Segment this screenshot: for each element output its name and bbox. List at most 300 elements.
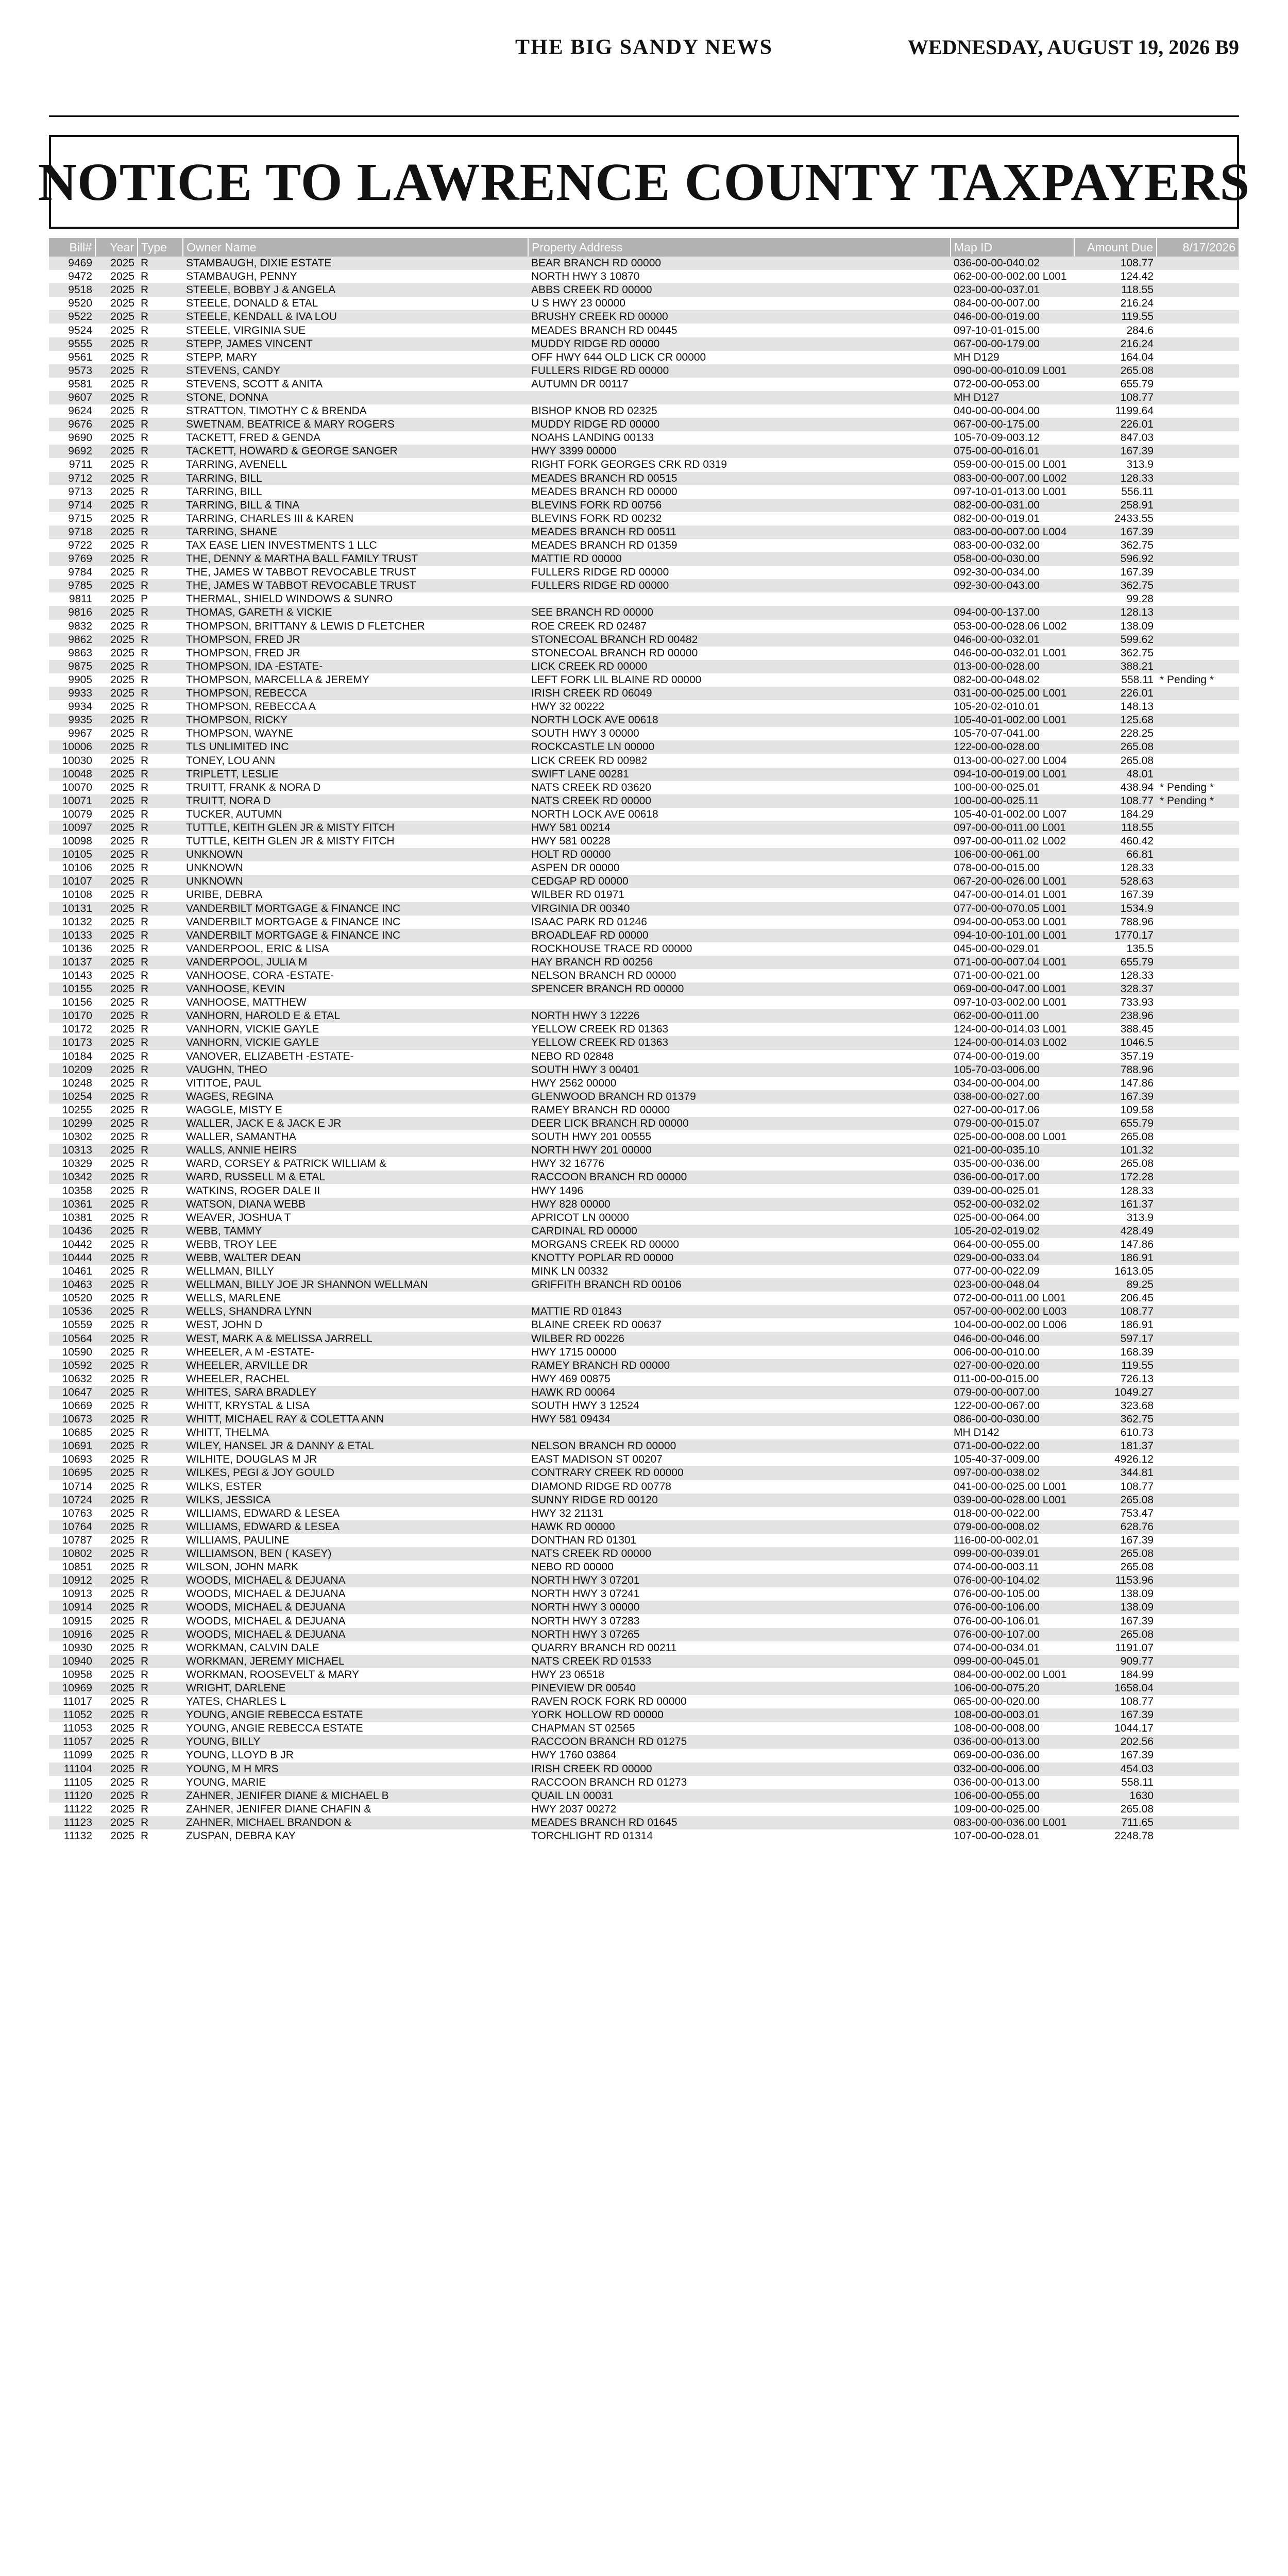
cell-bill: 9811 xyxy=(69,593,92,605)
cell-year: 2025 xyxy=(95,1789,138,1803)
cell-status xyxy=(1157,996,1239,1009)
cell-address: SUNNY RIDGE RD 00120 xyxy=(528,1494,951,1507)
cell-type: R xyxy=(141,942,149,955)
cell-address: HWY 2562 00000 xyxy=(531,1077,617,1089)
cell-year: 2025 xyxy=(95,1278,138,1292)
cell-amount: 228.25 xyxy=(1120,727,1154,740)
cell-owner: TARRING, SHANE xyxy=(183,526,528,539)
cell-map-id: 013-00-00-027.00 L004 xyxy=(954,754,1067,767)
table-row xyxy=(49,1332,1239,1346)
cell-address xyxy=(528,391,951,404)
cell-status xyxy=(1157,1668,1239,1682)
table-row xyxy=(49,754,1239,767)
table-row xyxy=(49,1614,1239,1628)
cell-year: 2025 xyxy=(95,1198,138,1211)
cell-type: R xyxy=(141,351,149,363)
cell-amount: 1046.5 xyxy=(1074,1036,1157,1049)
cell-year: 2025 xyxy=(95,1413,138,1426)
cell-year: 2025 xyxy=(95,1305,138,1318)
cell-map-id: 082-00-00-048.02 xyxy=(954,673,1040,686)
cell-owner: YOUNG, BILLY xyxy=(183,1735,528,1749)
cell-status xyxy=(1157,1211,1239,1225)
cell-bill: 10255 xyxy=(62,1104,92,1116)
cell-owner: VANDERBILT MORTGAGE & FINANCE INC xyxy=(183,902,528,916)
cell-status xyxy=(1157,700,1239,714)
table-body xyxy=(49,257,1239,1843)
cell-map-id: 094-00-00-137.00 xyxy=(951,606,1074,619)
cell-type: R xyxy=(141,405,149,417)
cell-owner: THOMPSON, FRED JR xyxy=(183,633,528,647)
table-row xyxy=(49,1561,1239,1574)
cell-status xyxy=(1157,1534,1239,1547)
cell-owner: STAMBAUGH, PENNY xyxy=(186,270,297,283)
cell-type: R xyxy=(138,740,183,754)
cell-amount: 1049.27 xyxy=(1074,1386,1157,1399)
cell-address: HWY 1496 xyxy=(531,1184,584,1197)
cell-address: BLAINE CREEK RD 00637 xyxy=(531,1319,662,1331)
table-row xyxy=(49,1520,1239,1534)
cell-owner: THOMPSON, FRED JR xyxy=(186,647,300,659)
cell-type: R xyxy=(141,1023,149,1036)
cell-owner: YATES, CHARLES L xyxy=(186,1696,286,1708)
cell-type: R xyxy=(141,1830,149,1842)
cell-status xyxy=(1157,1708,1239,1722)
cell-bill: 10914 xyxy=(49,1601,95,1614)
cell-bill: 9967 xyxy=(68,727,92,740)
cell-status xyxy=(1157,364,1239,378)
cell-type: R xyxy=(141,432,149,444)
cell-amount: 119.55 xyxy=(1074,310,1157,324)
cell-year: 2025 xyxy=(95,1520,138,1534)
cell-map-id: 082-00-00-031.00 xyxy=(951,499,1074,512)
table-row xyxy=(49,781,1239,794)
cell-owner: TRUITT, FRANK & NORA D xyxy=(186,781,321,793)
table-row xyxy=(49,1050,1239,1063)
cell-bill: 10143 xyxy=(62,970,92,982)
table-row xyxy=(49,1829,1239,1843)
cell-status xyxy=(1157,1520,1239,1534)
cell-year: 2025 xyxy=(95,1117,138,1130)
cell-address: HAY BRANCH RD 00256 xyxy=(528,956,951,969)
cell-year: 2025 xyxy=(95,902,138,916)
table-row xyxy=(49,351,1239,364)
cell-type: R xyxy=(138,768,183,781)
cell-address: DONTHAN RD 01301 xyxy=(531,1534,637,1546)
cell-year: 2025 xyxy=(95,956,138,969)
cell-bill: 9905 xyxy=(68,673,92,686)
cell-status xyxy=(1157,378,1239,391)
cell-address: DEER LICK BRANCH RD 00000 xyxy=(528,1117,951,1130)
cell-type: R xyxy=(138,1735,183,1749)
cell-year: 2025 xyxy=(95,1574,138,1587)
cell-year: 2025 xyxy=(95,821,138,835)
cell-status xyxy=(1157,888,1239,902)
cell-owner: WEBB, TROY LEE xyxy=(186,1238,277,1250)
table-row xyxy=(49,942,1239,956)
cell-year: 2025 xyxy=(95,714,138,727)
cell-year: 2025 xyxy=(95,418,138,431)
table-row xyxy=(49,861,1239,875)
cell-amount: 118.55 xyxy=(1074,821,1157,835)
cell-owner: TRIPLETT, LESLIE xyxy=(183,768,528,781)
cell-map-id: 038-00-00-027.00 xyxy=(951,1090,1074,1104)
cell-year: 2025 xyxy=(95,929,138,942)
cell-type: R xyxy=(138,1063,183,1077)
cell-owner: TUTTLE, KEITH GLEN JR & MISTY FITCH xyxy=(186,835,395,848)
cell-address: HOLT RD 00000 xyxy=(528,848,951,861)
cell-owner: UNKNOWN xyxy=(186,862,243,874)
cell-status xyxy=(1157,1547,1239,1561)
cell-map-id: MH D127 xyxy=(951,391,1074,404)
cell-owner: STAMBAUGH, DIXIE ESTATE xyxy=(183,257,528,270)
cell-map-id: 025-00-00-008.00 L001 xyxy=(954,1131,1067,1143)
table-row xyxy=(49,579,1239,592)
table-header-row xyxy=(49,238,1239,257)
cell-address: HAWK RD 00064 xyxy=(528,1386,951,1399)
cell-status xyxy=(1157,1225,1239,1238)
cell-address: YORK HOLLOW RD 00000 xyxy=(528,1708,951,1722)
cell-amount: 206.45 xyxy=(1120,1292,1154,1304)
cell-status xyxy=(1157,1789,1239,1803)
table-row xyxy=(49,916,1239,929)
cell-status xyxy=(1157,1251,1239,1265)
cell-status xyxy=(1157,1682,1239,1695)
table-row xyxy=(49,1695,1239,1708)
cell-amount: 186.91 xyxy=(1074,1251,1157,1265)
cell-type: R xyxy=(138,794,183,808)
cell-status xyxy=(1157,499,1239,512)
cell-address xyxy=(528,996,951,1009)
cell-owner: THOMAS, GARETH & VICKIE xyxy=(183,606,528,619)
cell-map-id: MH D129 xyxy=(954,351,999,363)
cell-owner: WRIGHT, DARLENE xyxy=(183,1682,528,1695)
table-row xyxy=(49,1816,1239,1829)
cell-map-id: 100-00-00-025.11 xyxy=(951,794,1074,808)
cell-bill: 10302 xyxy=(62,1131,92,1143)
cell-address: NORTH HWY 3 07265 xyxy=(528,1628,951,1641)
cell-type: R xyxy=(138,1708,183,1722)
table-row xyxy=(49,835,1239,848)
cell-map-id: 077-00-00-022.09 xyxy=(954,1265,1040,1278)
cell-address: DIAMOND RIDGE RD 00778 xyxy=(531,1480,671,1493)
table-row xyxy=(49,1117,1239,1130)
cell-amount: 202.56 xyxy=(1074,1735,1157,1749)
cell-type: R xyxy=(141,970,149,982)
cell-address: BROADLEAF RD 00000 xyxy=(528,929,951,942)
table-row xyxy=(49,1587,1239,1601)
table-row xyxy=(49,1735,1239,1749)
table-row xyxy=(49,1574,1239,1587)
cell-owner: VITITOE, PAUL xyxy=(186,1077,262,1089)
table-row xyxy=(49,364,1239,378)
cell-year: 2025 xyxy=(95,472,138,485)
cell-type: R xyxy=(138,1574,183,1587)
cell-status xyxy=(1157,1587,1239,1601)
cell-amount: 108.77 xyxy=(1074,391,1157,404)
cell-address: MEADES BRANCH RD 00515 xyxy=(528,472,951,485)
cell-map-id: 045-00-00-029.01 xyxy=(954,942,1040,955)
cell-year: 2025 xyxy=(110,1453,134,1466)
cell-amount: 265.08 xyxy=(1074,1628,1157,1641)
cell-year: 2025 xyxy=(95,1332,138,1346)
cell-type: R xyxy=(138,1009,183,1023)
cell-year: 2025 xyxy=(110,781,134,793)
cell-status xyxy=(1157,956,1239,969)
cell-year: 2025 xyxy=(110,808,134,820)
cell-owner: THOMPSON, REBECCA xyxy=(183,687,528,700)
cell-map-id: 105-70-07-041.00 xyxy=(954,727,1040,740)
cell-year: 2025 xyxy=(95,794,138,808)
cell-year: 2025 xyxy=(95,982,138,996)
cell-address: MATTIE RD 01843 xyxy=(528,1305,951,1318)
cell-address: IRISH CREEK RD 00000 xyxy=(528,1762,951,1776)
cell-map-id: 023-00-00-037.01 xyxy=(951,283,1074,297)
cell-map-id: 105-70-03-006.00 xyxy=(951,1063,1074,1077)
cell-map-id: 077-00-00-070.05 L001 xyxy=(951,902,1074,916)
cell-year: 2025 xyxy=(110,1319,134,1331)
cell-year: 2025 xyxy=(110,485,134,498)
cell-status: * Pending * xyxy=(1160,673,1214,686)
cell-type: P xyxy=(141,593,148,605)
cell-status xyxy=(1157,1655,1239,1668)
cell-type: R xyxy=(138,1305,183,1318)
table-row xyxy=(49,956,1239,969)
cell-map-id: 011-00-00-015.00 xyxy=(954,1372,1039,1385)
cell-owner: WHITT, THELMA xyxy=(186,1427,269,1439)
cell-bill: 10107 xyxy=(49,875,95,888)
cell-year: 2025 xyxy=(110,1776,134,1788)
cell-status xyxy=(1157,1130,1239,1144)
cell-amount: 428.49 xyxy=(1074,1225,1157,1238)
cell-bill: 9832 xyxy=(68,620,92,632)
cell-bill: 11120 xyxy=(49,1789,95,1803)
cell-amount: 1191.07 xyxy=(1115,1641,1154,1654)
cell-type: R xyxy=(141,1158,149,1170)
cell-map-id: 062-00-00-002.00 L001 xyxy=(954,270,1067,283)
cell-amount: 265.08 xyxy=(1120,1803,1154,1815)
cell-bill: 10173 xyxy=(49,1036,95,1049)
cell-year: 2025 xyxy=(110,1561,134,1573)
cell-type: R xyxy=(141,1292,149,1304)
table-row xyxy=(49,1426,1239,1439)
cell-bill: 10133 xyxy=(49,929,95,942)
cell-owner: STRATTON, TIMOTHY C & BRENDA xyxy=(186,405,367,417)
cell-owner: YOUNG, ANGIE REBECCA ESTATE xyxy=(186,1722,363,1735)
cell-amount: 1199.64 xyxy=(1115,405,1154,417)
cell-owner: WILKS, ESTER xyxy=(186,1480,262,1493)
table-row xyxy=(49,1547,1239,1561)
cell-type: R xyxy=(141,808,149,820)
cell-owner: TARRING, AVENELL xyxy=(186,459,287,471)
cell-amount: 2433.55 xyxy=(1114,512,1154,524)
cell-bill: 9472 xyxy=(68,270,92,283)
table-row xyxy=(49,888,1239,902)
cell-year: 2025 xyxy=(110,620,134,632)
notice-title: NOTICE TO LAWRENCE COUNTY TAXPAYERS xyxy=(38,152,1250,212)
cell-type: R xyxy=(141,781,149,793)
cell-bill: 10763 xyxy=(62,1507,92,1519)
cell-status xyxy=(1157,445,1239,458)
cell-year: 2025 xyxy=(95,310,138,324)
cell-bill: 10714 xyxy=(62,1480,92,1493)
cell-type: R xyxy=(138,1520,183,1534)
cell-status xyxy=(1157,592,1239,606)
cell-status: * Pending * xyxy=(1157,794,1239,808)
cell-map-id: 107-00-00-028.01 xyxy=(954,1830,1040,1842)
cell-year: 2025 xyxy=(95,1063,138,1077)
cell-address: QUARRY BRANCH RD 00211 xyxy=(531,1641,677,1654)
cell-status xyxy=(1157,1063,1239,1077)
cell-owner: WATSON, DIANA WEBB xyxy=(183,1198,528,1211)
cell-bill: 11132 xyxy=(63,1830,92,1842)
cell-amount: 99.28 xyxy=(1126,593,1154,605)
cell-map-id: 082-00-00-019.01 xyxy=(954,512,1040,524)
cell-map-id: 092-30-00-043.00 xyxy=(951,579,1074,592)
cell-type: R xyxy=(141,324,149,336)
cell-status xyxy=(1157,1157,1239,1171)
cell-year: 2025 xyxy=(110,1507,134,1519)
cell-address: NORTH HWY 201 00000 xyxy=(528,1144,951,1157)
cell-map-id: 036-00-00-013.00 xyxy=(951,1735,1074,1749)
column-header-amount: Amount Due xyxy=(1074,238,1157,257)
table-row xyxy=(49,969,1239,982)
table-row xyxy=(49,1682,1239,1695)
cell-year: 2025 xyxy=(95,499,138,512)
cell-address: NATS CREEK RD 03620 xyxy=(531,781,652,793)
cell-status xyxy=(1157,1776,1239,1789)
cell-bill: 10536 xyxy=(49,1305,95,1318)
cell-amount: 1630 xyxy=(1074,1789,1157,1803)
table-row xyxy=(49,1359,1239,1372)
cell-type: R xyxy=(141,270,149,283)
cell-bill: 9607 xyxy=(49,391,95,404)
cell-bill: 10248 xyxy=(62,1077,92,1089)
table-row xyxy=(49,297,1239,310)
cell-amount: 167.39 xyxy=(1074,526,1157,539)
cell-year: 2025 xyxy=(110,1050,134,1062)
cell-year: 2025 xyxy=(95,283,138,297)
cell-bill: 11057 xyxy=(49,1735,95,1749)
cell-year: 2025 xyxy=(110,593,134,605)
cell-owner: STEELE, KENDALL & IVA LOU xyxy=(183,310,528,324)
table-row xyxy=(49,391,1239,404)
cell-status xyxy=(1157,1762,1239,1776)
cell-bill: 10693 xyxy=(62,1453,92,1466)
cell-bill: 10444 xyxy=(49,1251,95,1265)
cell-type: R xyxy=(138,1359,183,1372)
cell-type: R xyxy=(138,1171,183,1184)
cell-owner: WILLIAMS, EDWARD & LESEA xyxy=(183,1520,528,1534)
cell-amount: 265.08 xyxy=(1120,1561,1154,1573)
table-row xyxy=(49,1789,1239,1803)
cell-year: 2025 xyxy=(95,1494,138,1507)
cell-amount: 167.39 xyxy=(1074,1708,1157,1722)
cell-amount: 655.79 xyxy=(1120,378,1154,390)
cell-map-id: 046-00-00-032.01 L001 xyxy=(954,647,1067,659)
cell-year: 2025 xyxy=(110,1238,134,1250)
cell-year: 2025 xyxy=(110,324,134,336)
cell-address: KNOTTY POPLAR RD 00000 xyxy=(528,1251,951,1265)
cell-owner: WOODS, MICHAEL & DEJUANA xyxy=(186,1615,346,1627)
cell-amount: 313.9 xyxy=(1126,459,1154,471)
cell-amount: 655.79 xyxy=(1074,956,1157,969)
cell-status xyxy=(1157,1735,1239,1749)
cell-status xyxy=(1157,310,1239,324)
cell-address: HAWK RD 00000 xyxy=(528,1520,951,1534)
cell-owner: VANHOOSE, CORA -ESTATE- xyxy=(186,970,334,982)
cell-address xyxy=(528,1292,951,1305)
cell-type: R xyxy=(138,1682,183,1695)
cell-amount: 265.08 xyxy=(1074,1494,1157,1507)
cell-amount: 460.42 xyxy=(1120,835,1154,848)
cell-status xyxy=(1157,1426,1239,1439)
cell-owner: VANHORN, VICKIE GAYLE xyxy=(186,1023,319,1036)
cell-address: WILBER RD 00226 xyxy=(528,1332,951,1346)
cell-year: 2025 xyxy=(95,1009,138,1023)
cell-map-id: 018-00-00-022.00 xyxy=(954,1507,1040,1519)
cell-owner: WELLS, SHANDRA LYNN xyxy=(183,1305,528,1318)
cell-year: 2025 xyxy=(110,754,134,767)
cell-owner: YOUNG, LLOYD B JR xyxy=(186,1749,294,1761)
cell-bill: 10724 xyxy=(49,1494,95,1507)
cell-address: NEBO RD 02848 xyxy=(531,1050,614,1062)
cell-year: 2025 xyxy=(110,1480,134,1493)
table-row xyxy=(49,1776,1239,1789)
table-row xyxy=(49,512,1239,526)
cell-amount: 362.75 xyxy=(1120,647,1154,659)
cell-year: 2025 xyxy=(95,1547,138,1561)
cell-address: NORTH HWY 3 00000 xyxy=(528,1601,951,1614)
cell-year: 2025 xyxy=(110,1668,134,1681)
cell-bill: 9573 xyxy=(49,364,95,378)
cell-type: R xyxy=(141,1104,149,1116)
table-row xyxy=(49,1144,1239,1157)
cell-bill: 10132 xyxy=(62,916,92,928)
cell-type: R xyxy=(141,647,149,659)
cell-status xyxy=(1157,1077,1239,1090)
cell-status xyxy=(1157,1722,1239,1735)
cell-year: 2025 xyxy=(95,1090,138,1104)
cell-type: R xyxy=(141,835,149,848)
cell-amount: 265.08 xyxy=(1120,1131,1154,1143)
cell-type: R xyxy=(138,310,183,324)
cell-bill: 10691 xyxy=(49,1439,95,1453)
table-row xyxy=(49,620,1239,633)
cell-bill: 10048 xyxy=(49,768,95,781)
cell-type: R xyxy=(141,1346,149,1358)
cell-owner: WILLIAMS, PAULINE xyxy=(186,1534,290,1546)
cell-status xyxy=(1157,297,1239,310)
cell-owner: WILLIAMSON, BEN ( KASEY) xyxy=(183,1547,528,1561)
cell-owner: YOUNG, M H MRS xyxy=(183,1762,528,1776)
table-row xyxy=(49,1184,1239,1197)
cell-year: 2025 xyxy=(110,539,134,552)
cell-type: R xyxy=(138,821,183,835)
cell-amount: 128.13 xyxy=(1074,606,1157,619)
cell-year: 2025 xyxy=(95,1601,138,1614)
cell-owner: WARD, CORSEY & PATRICK WILLIAM & xyxy=(186,1158,386,1170)
cell-bill: 10930 xyxy=(62,1641,92,1654)
cell-year: 2025 xyxy=(110,1400,134,1412)
cell-amount: 128.33 xyxy=(1120,862,1154,874)
cell-amount: 655.79 xyxy=(1074,1117,1157,1130)
cell-owner: WILHITE, DOUGLAS M JR xyxy=(186,1453,317,1466)
cell-type: R xyxy=(141,1561,149,1573)
cell-address: NATS CREEK RD 00000 xyxy=(528,794,951,808)
cell-status xyxy=(1157,942,1239,956)
cell-amount: 1613.05 xyxy=(1114,1265,1154,1278)
cell-owner: STEELE, DONALD & ETAL xyxy=(186,297,318,310)
